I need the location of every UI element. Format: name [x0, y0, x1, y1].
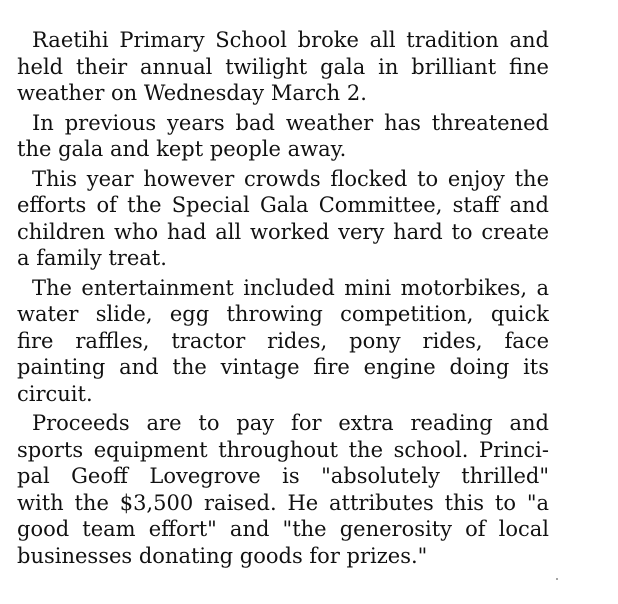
text-line: a family treat. — [17, 246, 167, 270]
text-line: good team effort" and "the generosity of local — [17, 517, 549, 541]
paragraph — [17, 410, 549, 569]
text-line: the gala and kept people away. — [17, 137, 347, 161]
paragraph — [17, 275, 549, 408]
paragraph — [17, 166, 549, 272]
text-line: fire raffles, tractor rides, pony rides, face — [17, 328, 549, 353]
paragraph — [17, 27, 549, 107]
article-body — [17, 27, 549, 572]
text-line: This year however crowds flocked to enjoy the — [32, 166, 549, 191]
text-line: businesses donating goods for prizes." — [17, 543, 428, 568]
text-line: children who had all worked very hard to create — [17, 219, 549, 244]
text-line: water slide, egg throwing competition, quick — [17, 302, 549, 326]
text-line: efforts of the Special Gala Committee, staff and — [17, 193, 549, 217]
text-line: Proceeds are to pay for extra reading and — [32, 411, 549, 435]
text-line: pal Geoff Lovegrove is "absolutely thrilled" — [17, 464, 549, 488]
text-line: In previous years bad weather has threatened — [32, 110, 549, 135]
scan-speck — [556, 578, 558, 580]
text-line: The entertainment included mini motorbikes, a — [32, 275, 549, 300]
text-line: with the $3,500 raised. He attributes this to "a — [17, 490, 549, 515]
paragraph — [17, 110, 549, 163]
text-line: sports equipment throughout the school. Princi- — [17, 437, 549, 462]
text-line: circuit. — [17, 381, 93, 406]
text-line: held their annual twilight gala in brilliant fine — [17, 54, 549, 79]
text-line: painting and the vintage fire engine doing its — [17, 355, 549, 379]
text-line: Raetihi Primary School broke all tradition and — [32, 28, 549, 52]
text-line: weather on Wednesday March 2. — [17, 81, 367, 105]
